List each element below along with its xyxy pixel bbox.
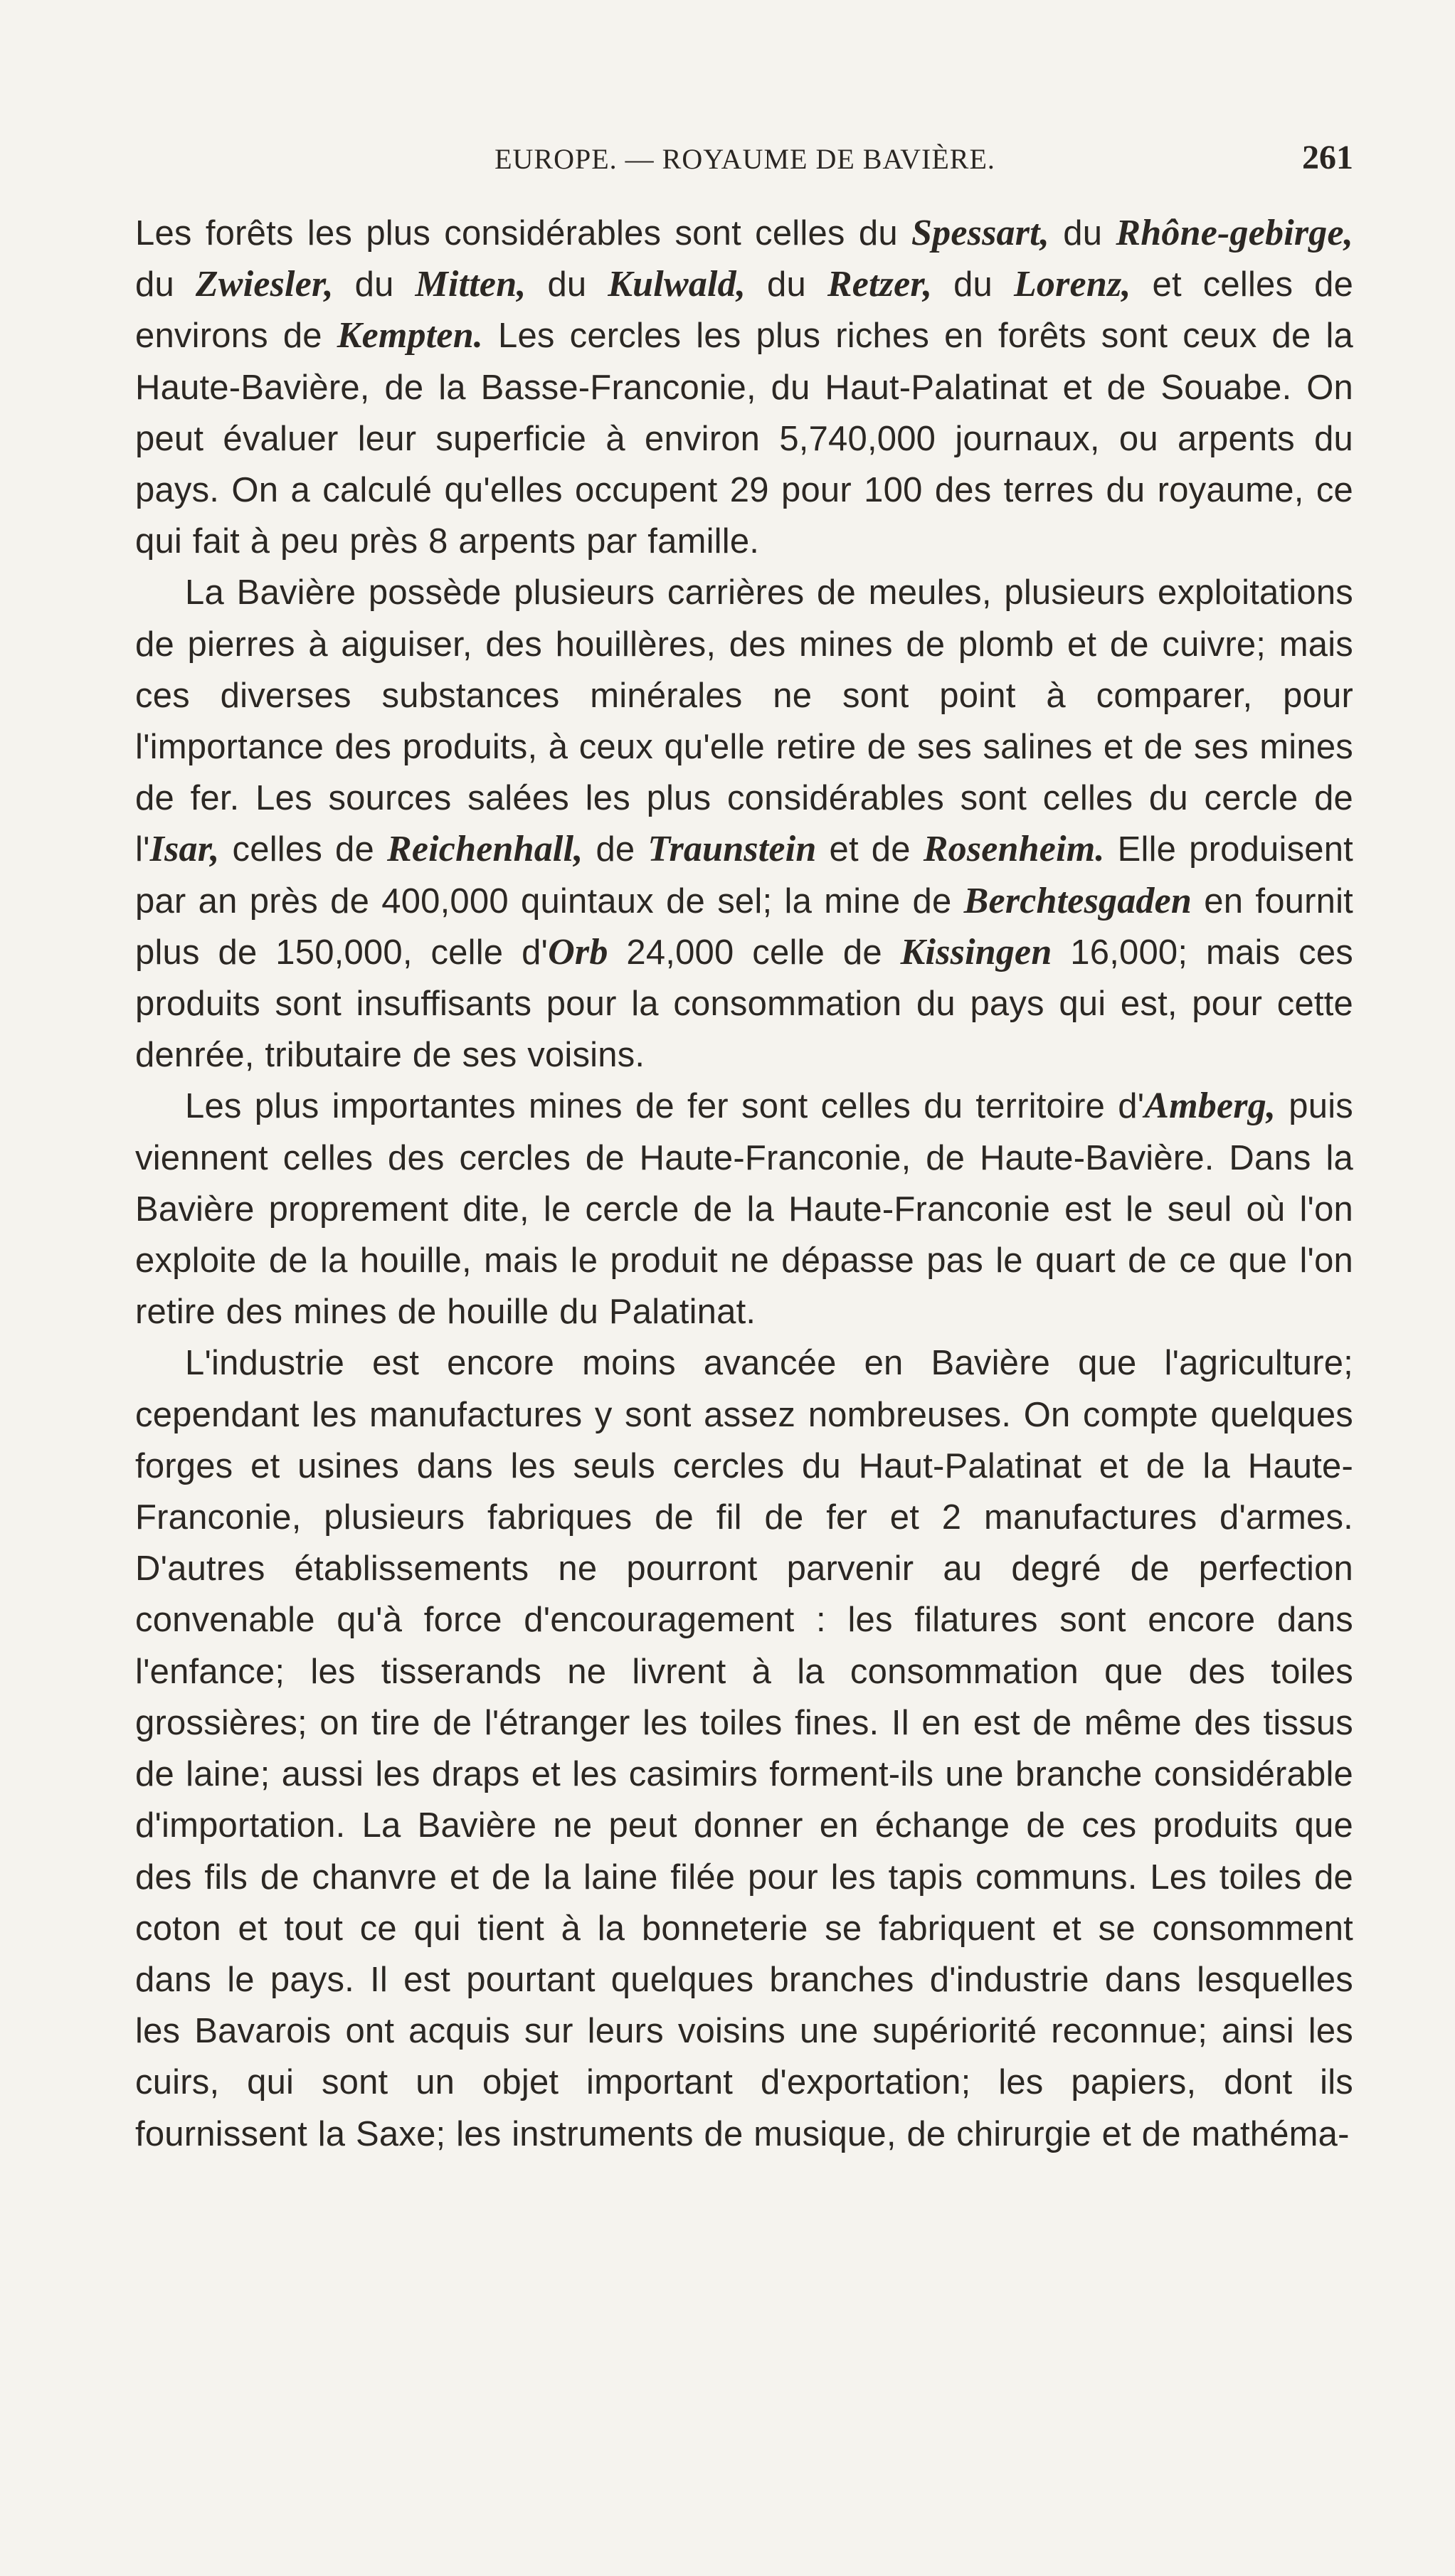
paragraph <box>135 1337 1353 2159</box>
italic-term: Traunstein <box>647 829 817 870</box>
body-text <box>135 208 1353 2160</box>
text-run: celles de <box>219 830 387 869</box>
italic-term: Berchtesgaden <box>963 880 1192 921</box>
text-run: du <box>135 265 196 304</box>
text-run: 16,000; mais ces produits sont insuffisants pour la consommation du pays qui est, pour cette denrée, tributaire de ses voisins. <box>135 933 1353 1075</box>
text-run: en fournit plus de 150,000, celle d' <box>135 881 1353 972</box>
text-run: et celles de environs de <box>135 265 1354 356</box>
italic-term: Kempten. <box>337 315 484 356</box>
page-number: 261 <box>1302 139 1353 176</box>
text-run: Les plus importantes mines de fer sont celles du territoire d' <box>185 1087 1145 1126</box>
text-run: La Bavière possède plusieurs carrières de meules, plusieurs exploitations de pierres à aiguiser, des houillères, des mines de plomb et de cuivre; mais ces diverses substances minérales ne sont point à comparer, pour l'importance des produits, à ceux qu'elle retire de ses salines et de ses mines de fer. Les sources salées les plus considérables sont celles du cercle de l' <box>135 573 1353 869</box>
text-run: du <box>1049 214 1116 253</box>
text-run: Les cercles les plus riches en forêts sont ceux de la Haute-Bavière, de la Basse-Franconie, du Haut-Palatinat et de Souabe. On peut évaluer leur superficie à environ 5,740,000 journaux, ou arpents du pays. On a calculé qu'elles occupent 29 pour 100 des terres du royaume, ce qui fait à peu près 8 arpents par famille. <box>135 317 1354 561</box>
text-run: puis viennent celles des cercles de Haute-Franconie, de Haute-Bavière. Dans la Bavière proprement dite, le cercle de la Haute-Franconie est le seul où l'on exploite de la houille, mais le produit ne dépasse pas le quart de ce que l'on retire des mines de houille du Palatinat. <box>135 1087 1353 1332</box>
italic-term: Amberg, <box>1144 1086 1276 1127</box>
running-title: EUROPE. — ROYAUME DE BAVIÈRE. <box>494 143 995 175</box>
italic-term: Reichenhall, <box>387 829 583 870</box>
italic-term: Kissingen <box>900 931 1052 972</box>
text-run: et de <box>816 830 924 869</box>
text-run: L'industrie est encore moins avancée en Bavière que l'agriculture; cependant les manufactures y sont assez nombreuses. On compte quelques forges et usines dans les seuls cercles du Haut-Palatinat et de la Haute-Franconie, plusieurs fabriques de fil de fer et 2 manufactures d'armes. D'autres établissements ne pourront parvenir au degré de perfection convenable qu'à force d'encouragement : les filatures sont encore dans l'enfance; les tisserands ne livrent à la consommation que des toiles grossières; on tire de l'étranger les toiles fines. Il en est de même des tissus de laine; aussi les draps et les casimirs forment-ils une branche considérable d'importation. La Bavière ne peut donner en échange de ces produits que des fils de chanvre et de la laine filée pour les tapis communs. Les toiles de coton et tout ce qui tient à la bonneterie se fabriquent et se consomment dans le pays. Il est pourtant quelques branches d'industrie dans lesquelles les Bavarois ont acquis sur leurs voisins une supériorité reconnue; ainsi les cuirs, qui sont un objet important d'exportation; les papiers, dont ils fournissent la Saxe; les instruments de musique, de chirurgie et de mathéma- <box>135 1344 1353 2153</box>
text-run: du <box>333 265 416 304</box>
paragraph <box>135 208 1353 567</box>
text-run: du <box>526 265 608 304</box>
text-run: du <box>746 265 827 304</box>
italic-term: Rhône-gebirge, <box>1116 213 1353 253</box>
running-head <box>137 139 1353 185</box>
italic-term: Isar, <box>149 829 220 870</box>
text-run: du <box>932 265 1014 304</box>
text-run: Les forêts les plus considérables sont celles du <box>135 214 912 253</box>
text-run: de <box>583 830 648 869</box>
italic-term: Retzer, <box>827 264 933 305</box>
text-run: 24,000 celle de <box>608 933 901 972</box>
paragraph <box>135 567 1353 1081</box>
italic-term: Mitten, <box>415 264 527 305</box>
text-run: Elle produisent par an près de 400,000 quintaux de sel; la mine de <box>135 830 1353 921</box>
paragraph <box>135 1081 1353 1337</box>
italic-term: Spessart, <box>911 213 1050 253</box>
italic-term: Kulwald, <box>608 264 746 305</box>
italic-term: Zwiesler, <box>195 264 334 305</box>
italic-term: Rosenheim. <box>923 829 1105 870</box>
italic-term: Orb <box>548 931 608 972</box>
italic-term: Lorenz, <box>1013 264 1131 305</box>
